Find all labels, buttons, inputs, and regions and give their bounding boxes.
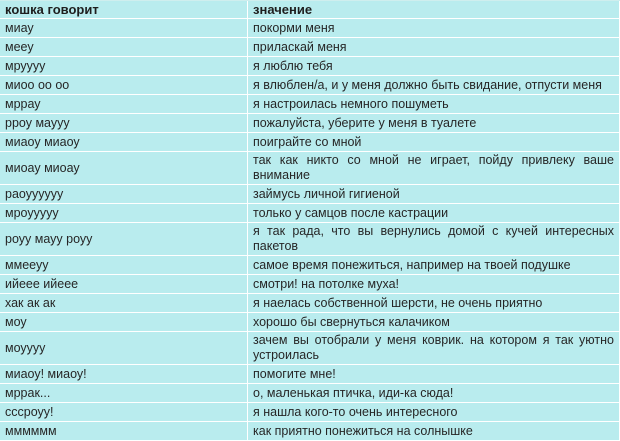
table-row <box>0 152 620 185</box>
meaning-cell: так как никто со мной не играет, пойду привлеку ваше внимание <box>248 152 620 185</box>
header-meaning: значение <box>248 1 620 19</box>
table-row <box>0 204 620 223</box>
meaning-cell: покорми меня <box>248 19 620 38</box>
table-row <box>0 294 620 313</box>
table-row <box>0 57 620 76</box>
cat-says-cell: мммммм <box>0 422 248 441</box>
table-row <box>0 422 620 441</box>
table-row <box>0 185 620 204</box>
table-row <box>0 133 620 152</box>
cat-says-cell: мррак... <box>0 384 248 403</box>
header-cat-says: кошка говорит <box>0 1 248 19</box>
cat-says-cell: мроууууу <box>0 204 248 223</box>
cat-says-cell: миаоу миаоу <box>0 133 248 152</box>
cat-says-cell: сссроуу! <box>0 403 248 422</box>
table-row <box>0 365 620 384</box>
meaning-cell: самое время понежиться, например на твоей подушке <box>248 256 620 275</box>
cat-says-cell: ийеее ийеее <box>0 275 248 294</box>
meaning-cell: займусь личной гигиеной <box>248 185 620 204</box>
table-row <box>0 19 620 38</box>
meaning-cell: я наелась собственной шерсти, не очень приятно <box>248 294 620 313</box>
meaning-cell: как приятно понежиться на солнышке <box>248 422 620 441</box>
table-row <box>0 114 620 133</box>
meaning-cell: приласкай меня <box>248 38 620 57</box>
table-row <box>0 76 620 95</box>
meaning-cell: только у самцов после кастрации <box>248 204 620 223</box>
cat-says-cell: раоуууууу <box>0 185 248 204</box>
meaning-cell: я люблю тебя <box>248 57 620 76</box>
header-row <box>0 1 620 19</box>
table-row <box>0 38 620 57</box>
meaning-cell: я нашла кого-то очень интересного <box>248 403 620 422</box>
table-row <box>0 332 620 365</box>
meaning-cell: я настроилась немного пошуметь <box>248 95 620 114</box>
table-row <box>0 256 620 275</box>
cat-says-cell: моу <box>0 313 248 332</box>
table-row <box>0 223 620 256</box>
cat-says-cell: миоо оо оо <box>0 76 248 95</box>
table-row <box>0 275 620 294</box>
cat-says-cell: миаоу! миаоу! <box>0 365 248 384</box>
meaning-cell: пожалуйста, уберите у меня в туалете <box>248 114 620 133</box>
cat-says-cell: миоау миоау <box>0 152 248 185</box>
meaning-cell: помогите мне! <box>248 365 620 384</box>
meaning-cell: поиграйте со мной <box>248 133 620 152</box>
cat-says-cell: хак ак ак <box>0 294 248 313</box>
table-row <box>0 95 620 114</box>
table-row <box>0 384 620 403</box>
cat-says-cell: мруууу <box>0 57 248 76</box>
table-row <box>0 313 620 332</box>
cat-says-cell: роуу мауу роуу <box>0 223 248 256</box>
cat-says-cell: мррау <box>0 95 248 114</box>
meaning-cell: я влюблен/а, и у меня должно быть свидание, отпусти меня <box>248 76 620 95</box>
cat-says-cell: ммееуу <box>0 256 248 275</box>
meaning-cell: я так рада, что вы вернулись домой с кучей интересных пакетов <box>248 223 620 256</box>
meaning-cell: смотри! на потолке муха! <box>248 275 620 294</box>
cat-says-cell: миау <box>0 19 248 38</box>
meaning-cell: о, маленькая птичка, иди-ка сюда! <box>248 384 620 403</box>
cat-says-cell: мееу <box>0 38 248 57</box>
table-row <box>0 403 620 422</box>
meaning-cell: хорошо бы свернуться калачиком <box>248 313 620 332</box>
meaning-cell: зачем вы отобрали у меня коврик. на котором я так уютно устроилась <box>248 332 620 365</box>
cat-says-cell: моуууу <box>0 332 248 365</box>
cat-says-cell: рроу маууу <box>0 114 248 133</box>
